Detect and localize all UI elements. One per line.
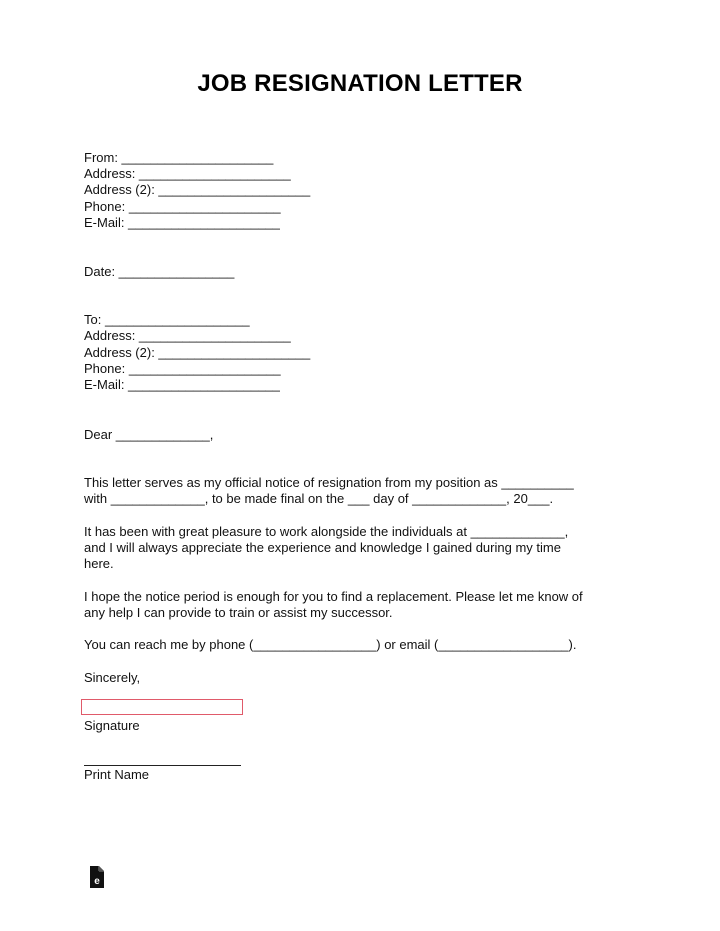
- sender-email-field[interactable]: E-Mail: _____________________: [84, 215, 280, 230]
- body-paragraph-1-line-1: This letter serves as my official notice of resignation from my position as __________: [84, 475, 574, 490]
- sender-from-field[interactable]: From: _____________________: [84, 150, 274, 165]
- recipient-email-field[interactable]: E-Mail: _____________________: [84, 377, 280, 392]
- body-paragraph-2-line-3: here.: [84, 556, 114, 571]
- page-title: JOB RESIGNATION LETTER: [197, 70, 523, 97]
- sender-phone-field[interactable]: Phone: _____________________: [84, 199, 281, 214]
- recipient-to-field[interactable]: To: ____________________: [84, 312, 250, 327]
- print-name-line[interactable]: [84, 765, 241, 766]
- signature-input-box[interactable]: [81, 699, 243, 715]
- salutation-field[interactable]: Dear _____________,: [84, 427, 214, 442]
- recipient-address2-field[interactable]: Address (2): _____________________: [84, 345, 311, 360]
- closing-text: Sincerely,: [84, 670, 141, 685]
- recipient-address-field[interactable]: Address: _____________________: [84, 328, 291, 343]
- body-paragraph-3-line-1: I hope the notice period is enough for you to find a replacement. Please let me know of: [84, 589, 583, 604]
- body-paragraph-2-line-1: It has been with great pleasure to work alongside the individuals at _____________,: [84, 524, 569, 539]
- print-name-label: Print Name: [84, 767, 150, 782]
- body-paragraph-2-line-2: and I will always appreciate the experience and knowledge I gained during my time: [84, 540, 561, 555]
- body-paragraph-1-line-2: with _____________, to be made final on the ___ day of _____________, 20___.: [84, 491, 554, 506]
- signature-label: Signature: [84, 718, 140, 733]
- date-field[interactable]: Date: ________________: [84, 264, 235, 279]
- sender-address2-field[interactable]: Address (2): _____________________: [84, 182, 311, 197]
- sender-address-field[interactable]: Address: _____________________: [84, 166, 291, 181]
- svg-text:e: e: [94, 876, 100, 887]
- body-paragraph-4-line-1: You can reach me by phone (_________________) or email (__________________).: [84, 637, 577, 652]
- eforms-logo-icon: [88, 866, 106, 888]
- body-paragraph-3-line-2: any help I can provide to train or assist my successor.: [84, 605, 393, 620]
- recipient-phone-field[interactable]: Phone: _____________________: [84, 361, 281, 376]
